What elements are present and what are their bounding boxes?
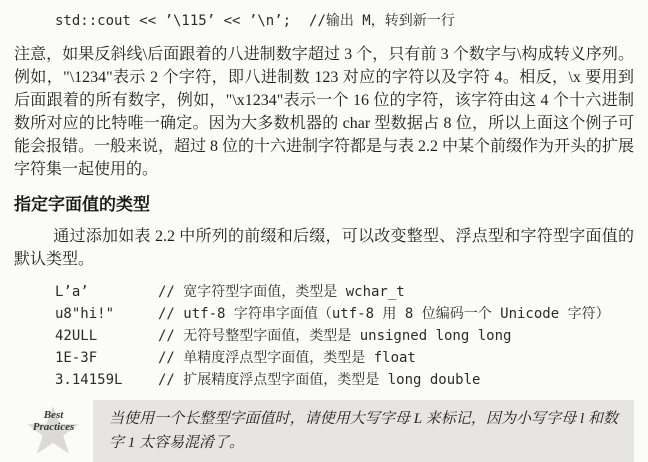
code-example-block [55,281,634,391]
code-text: std::cout << ’\115’ << ’\n’; [55,13,292,29]
best-practices-label-bottom: Practices [32,421,75,433]
best-practices-label-top: Best [43,409,64,421]
code-comment: // 无符号整型字面值，类型是 unsigned long long [158,328,512,344]
code-line-cout [55,10,634,32]
code-comment: // 宽字符型字面值，类型是 wchar_t [158,284,405,300]
best-practices-label [14,409,93,433]
code-literal: 1E-3F [55,350,98,366]
code-row-u8 [55,303,634,325]
code-literal: u8"hi!" [55,306,115,322]
paragraph-type-intro: 通过添加如表 2.2 中所列的前缀和后缀，可以改变整型、浮点型和字符型字面值的默认类型。 [14,228,634,268]
code-row-longdouble [55,369,634,391]
section-heading: 指定字面值的类型 [14,195,150,214]
best-practices-text: 当使用一个长整型字面值时，请使用大写字母 L 来标记，因为小写字母 l 和数字 1 太容易混淆了。 [93,400,634,462]
code-row-float [55,347,634,369]
code-row-wchar [55,281,634,303]
best-practices-marker [14,400,93,462]
code-comment: // 单精度浮点型字面值，类型是 float [158,350,416,366]
code-row-ull [55,325,634,347]
code-comment: // 扩展精度浮点型字面值，类型是 long double [158,372,481,388]
code-literal: L’a’ [55,284,89,300]
code-comment: // utf-8 字符串字面值（utf-8 用 8 位编码一个 Unicode 字符） [158,306,610,322]
paragraph-escape-rules: 注意，如果反斜线\后面跟着的八进制数字超过 3 个，只有前 3 个数字与\构成转义序列。例如，"\1234"表示 2 个字符，即八进制数 123 对应的字符以及字符 4。相反，\x 要用到后面跟着的所有数字，例如，"\x1234"表示一个 16 位的字符，该字符由这 4 个十六进制数所对应的比特唯一确定。因为大多数机器的 char 型数据占 8 位，所以上面这个例子可能会报错。一般来说，超过 8 位的十六进制字符都是与表 2.2 中某个前缀作为开头的扩展字符集一起使用的。 [14,46,635,178]
code-comment: //输出 M，转到新一行 [309,13,455,29]
code-literal: 42ULL [55,328,98,344]
best-practices-callout [14,400,634,462]
code-literal: 3.14159L [55,372,123,388]
